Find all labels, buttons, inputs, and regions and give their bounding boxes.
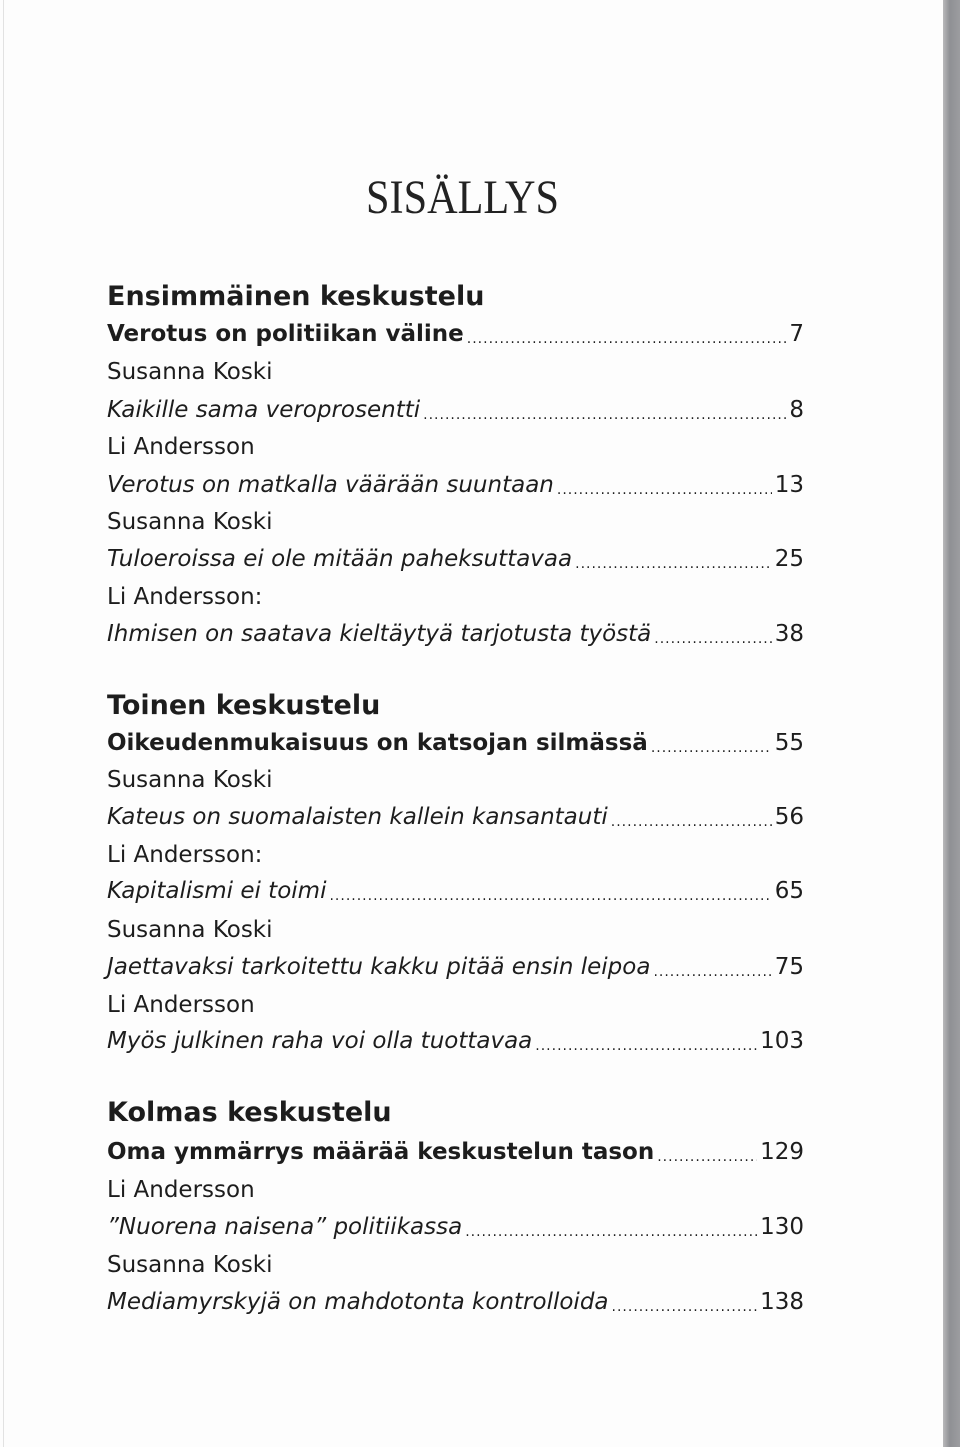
- toc-entry-title: Ihmisen on saatava kieltäytyä tarjotusta työstä: [107, 621, 652, 647]
- toc-author: Li Andersson:: [107, 842, 263, 868]
- dot-leader: [575, 552, 772, 576]
- toc-author: Susanna Koski: [107, 509, 273, 535]
- toc-author: Susanna Koski: [107, 359, 273, 385]
- dot-leader: [467, 327, 787, 351]
- toc-author: Susanna Koski: [107, 767, 273, 793]
- toc-entry-title: Mediamyrskyjä on mahdotonta kontrolloida: [107, 1289, 609, 1315]
- toc-entry: [107, 1285, 804, 1319]
- toc-page-number: 25: [774, 546, 804, 572]
- toc-entry: [107, 874, 804, 908]
- toc-page-number: 55: [774, 730, 804, 756]
- dot-leader: [423, 403, 786, 427]
- toc-page-number: 7: [789, 321, 804, 347]
- dot-leader: [653, 960, 771, 984]
- toc-page-number: 138: [760, 1289, 804, 1315]
- toc-author: Li Andersson: [107, 434, 255, 460]
- toc-page-number: 129: [760, 1139, 804, 1165]
- section-heading: Ensimmäinen keskustelu: [107, 281, 485, 312]
- toc-author: Susanna Koski: [107, 917, 273, 943]
- toc-page-number: 103: [760, 1028, 804, 1054]
- toc-page-number: 56: [774, 804, 804, 830]
- section-heading: Toinen keskustelu: [107, 690, 381, 721]
- toc-entry-title: Kaikille sama veroprosentti: [107, 397, 421, 423]
- book-spine-edge: [943, 0, 960, 1447]
- toc-entry: [107, 317, 804, 351]
- dot-leader: [465, 1220, 757, 1244]
- toc-page-number: 38: [774, 621, 804, 647]
- dot-leader: [657, 1145, 757, 1169]
- toc-page-number: 65: [774, 878, 804, 904]
- toc-entry: [107, 393, 804, 427]
- dot-leader: [611, 810, 772, 834]
- toc-entry: [107, 726, 804, 760]
- toc-entry-title: Kateus on suomalaisten kallein kansantauti: [107, 804, 608, 830]
- toc-author: Susanna Koski: [107, 1252, 273, 1278]
- toc-page-number: 8: [789, 397, 804, 423]
- dot-leader: [329, 884, 771, 908]
- toc-entry: [107, 542, 804, 576]
- page-left-edge: [3, 0, 4, 1447]
- toc-author: Li Andersson:: [107, 584, 263, 610]
- toc-author: Li Andersson: [107, 992, 255, 1018]
- toc-entry: [107, 1135, 804, 1169]
- toc-entry: [107, 1210, 804, 1244]
- toc-entry-title: Verotus on matkalla väärään suuntaan: [107, 472, 554, 498]
- dot-leader: [557, 478, 772, 502]
- toc-page-number: 13: [774, 472, 804, 498]
- toc-entry-title: Verotus on politiikan väline: [107, 321, 464, 347]
- toc-entry-title: Tuloeroissa ei ole mitään paheksuttavaa: [107, 546, 573, 572]
- dot-leader: [654, 627, 771, 651]
- toc-entry-title: Oikeudenmukaisuus on katsojan silmässä: [107, 730, 648, 756]
- toc-entry-title: ”Nuorena naisena” politiikassa: [107, 1214, 463, 1240]
- toc-entry: [107, 950, 804, 984]
- toc-entry: [107, 617, 804, 651]
- section-heading: Kolmas keskustelu: [107, 1097, 392, 1128]
- toc-entry: [107, 800, 804, 834]
- toc-entry: [107, 468, 804, 502]
- page-title: SISÄLLYS: [366, 171, 559, 224]
- toc-entry: [107, 1024, 804, 1058]
- toc-entry-title: Myös julkinen raha voi olla tuottavaa: [107, 1028, 533, 1054]
- toc-author: Li Andersson: [107, 1177, 255, 1203]
- toc-page-number: 130: [760, 1214, 804, 1240]
- dot-leader: [535, 1034, 757, 1058]
- dot-leader: [651, 736, 772, 760]
- toc-page-number: 75: [774, 954, 804, 980]
- toc-entry-title: Jaettavaksi tarkoitettu kakku pitää ensin leipoa: [107, 954, 651, 980]
- toc-entry-title: Kapitalismi ei toimi: [107, 878, 327, 904]
- dot-leader: [612, 1295, 758, 1319]
- toc-entry-title: Oma ymmärrys määrää keskustelun tason: [107, 1139, 655, 1165]
